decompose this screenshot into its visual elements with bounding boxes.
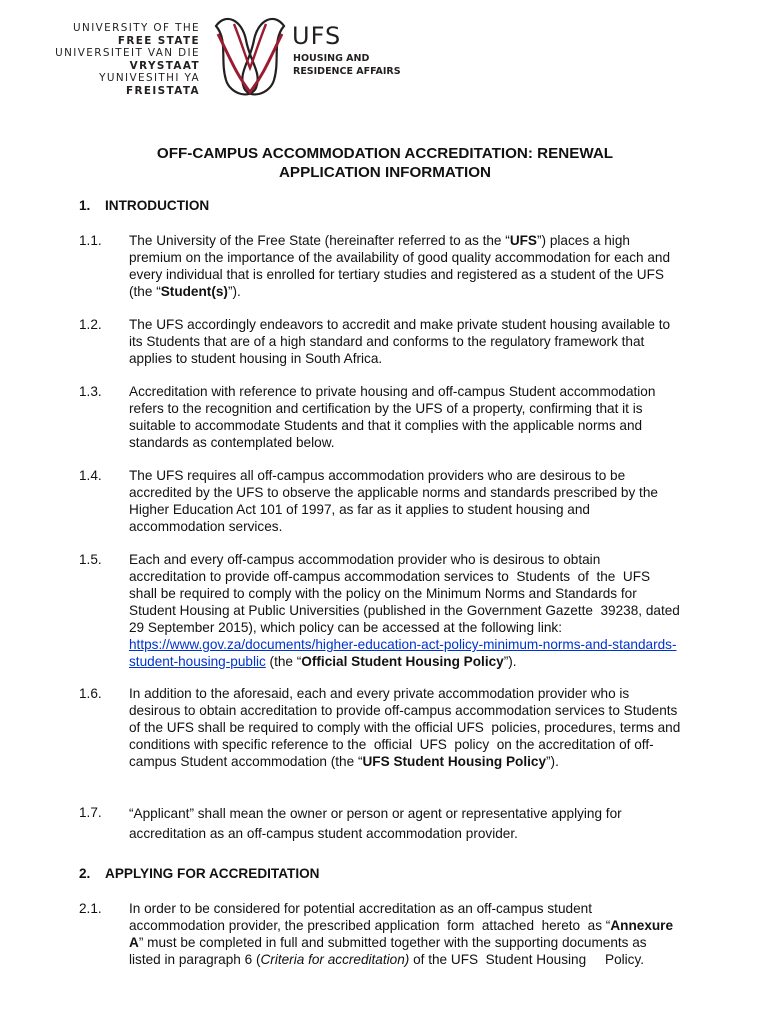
paragraph-number: 1.6. xyxy=(79,686,102,701)
text-run: ”). xyxy=(503,654,517,669)
section-heading-introduction xyxy=(79,198,209,213)
paragraph-text: The UFS accordingly endeavors to accredit and make private student housing available to its Students that are of a high standard and conforms to the regulatory framework that applies to student housing in South Africa. xyxy=(129,317,671,366)
defined-term: Annexure A xyxy=(129,918,677,950)
paragraph-number: 1.2. xyxy=(79,317,102,332)
paragraph-text: Accreditation with reference to private housing and off-campus Student accommodation refers to the recognition and certification by the UFS of a property, confirming that it is suitable to accommodate Students and that it complies with the applicable norms and standards as contemplated below. xyxy=(129,384,656,450)
defined-term: Student(s) xyxy=(160,284,228,299)
text-run: In order to be considered for potential accreditation as an off-campus student accommodation provider, the prescribed application form attached hereto as “ xyxy=(129,901,611,933)
defined-term: UFS xyxy=(509,233,537,248)
paragraph-text: “Applicant” shall mean the owner or person or agent or representative applying for accreditation as an off-campus student accommodation provider. xyxy=(129,806,622,841)
defined-term: UFS Student Housing Policy xyxy=(362,754,547,769)
department-name xyxy=(293,53,401,78)
text-run: ”). xyxy=(227,284,241,299)
paragraph-number: 1.5. xyxy=(79,552,102,567)
text-run: In addition to the aforesaid, each and every private accommodation provider who is desirous to obtain accreditation to provide off-campus accommodation services to Students of the UFS shall be required to comply with the official UFS policies, procedures, terms and conditions with specific reference to the official UFS policy on the accreditation of off-campus Student accommodation (the “ xyxy=(129,686,685,769)
text-run: The University of the Free State (hereinafter referred to as the “ xyxy=(129,233,510,248)
section-number: 1. xyxy=(79,198,91,213)
italic-reference: Criteria for accreditation) xyxy=(260,952,410,967)
section-number: 2. xyxy=(79,866,91,881)
paragraph-text: The UFS requires all off-campus accommodation providers who are desirous to be accredited by the UFS to observe the applicable norms and standards prescribed by the Higher Education Act 101 of 1997, as far as it applies to student housing and accommodation services. xyxy=(129,468,658,534)
paragraph-number: 1.7. xyxy=(79,805,102,820)
paragraph-text xyxy=(129,900,681,968)
section-label: INTRODUCTION xyxy=(105,198,210,213)
paragraph-number: 2.1. xyxy=(79,901,102,916)
document-title xyxy=(0,144,770,182)
university-line: VRYSTAAT xyxy=(129,59,200,72)
university-line: FREISTATA xyxy=(126,84,200,97)
policy-link[interactable]: https://www.gov.za/documents/higher-education-act-policy-minimum-norms-and-standards-student-housing-public xyxy=(129,637,677,669)
paragraph-text xyxy=(129,551,684,670)
section-heading-applying xyxy=(79,866,320,881)
text-run: ” must be completed in full and submitted together with the supporting documents as listed in paragraph 6 ( xyxy=(129,935,651,967)
paragraph-text xyxy=(129,685,685,770)
title-line: OFF-CAMPUS ACCOMMODATION ACCREDITATION: RENEWAL xyxy=(156,145,614,162)
text-run: of the UFS Student Housing Policy. xyxy=(409,952,645,967)
paragraph-text xyxy=(129,232,681,300)
paragraph-number: 1.1. xyxy=(79,233,102,248)
paragraph-number: 1.3. xyxy=(79,384,102,399)
text-run: ”) places a high premium on the importance of the availability of good quality accommodation for each and every individual that is enrolled for tertiary studies and registered as a student of the UFS (the “ xyxy=(129,233,674,299)
university-wordmark xyxy=(55,22,200,98)
brand-ufs: UFS xyxy=(292,22,342,50)
university-line: YUNIVESITHI YA xyxy=(99,72,200,85)
university-line: UNIVERSITEIT VAN DIE xyxy=(55,47,200,60)
ufs-logo-mark-icon xyxy=(212,14,288,98)
text-run: (the “ xyxy=(265,654,302,669)
defined-term: Official Student Housing Policy xyxy=(301,654,504,669)
department-line: HOUSING AND xyxy=(293,53,370,64)
paragraph-number: 1.4. xyxy=(79,468,102,483)
section-label: APPLYING FOR ACCREDITATION xyxy=(105,866,320,881)
department-line: RESIDENCE AFFAIRS xyxy=(293,65,401,77)
text-run: Each and every off-campus accommodation provider who is desirous to obtain accreditation to provide off-campus accommodation services to Students of the UFS shall be required to comply with the policy on the Minimum Norms and Standards for Student Housing at Public Universities (published in the Government Gazette 39238, dated 29 September 2015), which policy can be accessed at the following link: xyxy=(129,552,684,635)
text-run: ”). xyxy=(546,754,559,769)
title-line: APPLICATION INFORMATION xyxy=(278,164,492,181)
university-line: FREE STATE xyxy=(117,34,200,47)
university-line: UNIVERSITY OF THE xyxy=(73,22,200,34)
